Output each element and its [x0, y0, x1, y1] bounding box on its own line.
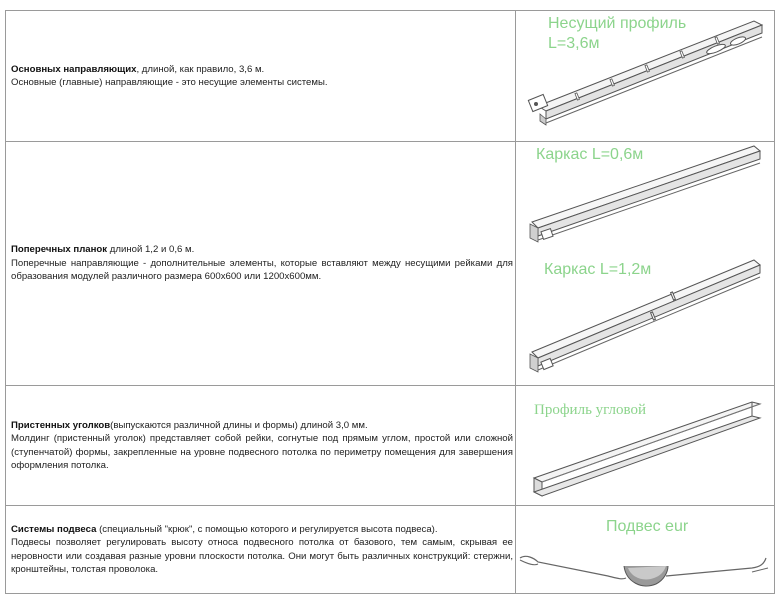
row-title: Поперечных планок: [11, 244, 108, 256]
caption-cross-tee-short: Каркас L=0,6м: [536, 146, 644, 163]
table-row: [6, 386, 775, 506]
row-text-wall-angle: [6, 386, 516, 506]
caption-wall-angle: Профиль угловой: [534, 402, 647, 418]
row-description: Подвесы позволяет регулировать высоту относа подвесного потолка от базового, тем самым, скрывая ее неровности или создавая разные уровни плоскости потолка. Они могут быть различных конструкций: стержни, кронштейны, толстая проволока.: [11, 537, 513, 575]
table-row: [6, 506, 775, 594]
caption-main-runner-length: L=3,6м: [548, 35, 600, 52]
row-title-rest: , длиной, как правило, 3,6 м.: [136, 63, 265, 75]
row-title: Основных направляющих: [11, 63, 137, 75]
row-title: Пристенных уголков: [11, 419, 111, 431]
caption-main-runner: Несущий профиль: [548, 15, 687, 32]
row-text-suspension: [6, 506, 516, 594]
row-title-rest: длиной 1,2 и 0,6 м.: [107, 244, 195, 256]
caption-suspension: Подвес eur: [606, 518, 689, 535]
row-title-rest: (специальный "крюк", с помощью которого и регулируется высота подвеса).: [96, 523, 438, 535]
wall-angle-image: [516, 386, 775, 506]
cross-tee-image: [516, 142, 775, 386]
row-text-cross-tee: [6, 142, 516, 386]
row-title: Системы подвеса: [11, 523, 97, 535]
ceiling-components-table: [5, 10, 775, 594]
table-row: [6, 11, 775, 142]
main-runner-image: [516, 11, 775, 142]
caption-cross-tee-long: Каркас L=1,2м: [544, 261, 652, 278]
suspension-image: [516, 506, 775, 594]
table-row: [6, 142, 775, 386]
row-description: Основные (главные) направляющие - это несущие элементы системы.: [11, 77, 328, 88]
row-description: Поперечные направляющие - дополнительные элементы, которые вставляют между несущими рейками для образования модулей различного размера 600х600 или 1200х600мм.: [11, 257, 513, 283]
row-title-rest: (выпускаются различной длины и формы) длиной 3,0 мм.: [110, 419, 368, 431]
row-text-main-runner: [6, 11, 516, 142]
row-description: Молдинг (пристенный уголок) представляет собой рейки, согнутые под прямым углом, простой или сложной (ступенчатой) формы, закрепленные на уровне подвесного потолка по периметру помещения для завершения оформления потолка.: [11, 433, 513, 471]
